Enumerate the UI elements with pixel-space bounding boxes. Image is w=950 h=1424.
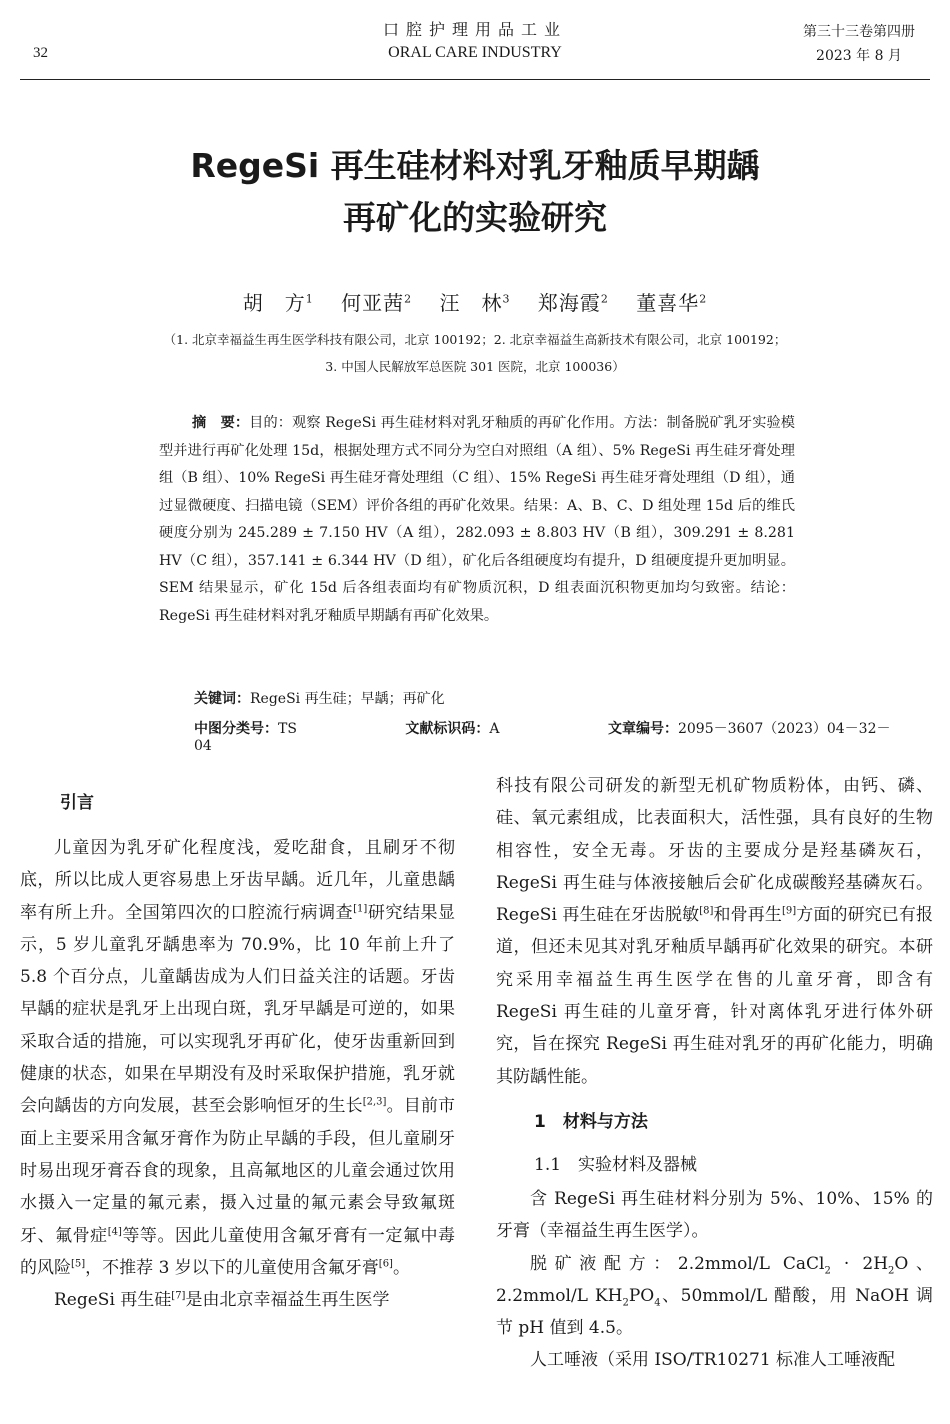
paragraph: 儿童因为乳牙矿化程度浅，爱吃甜食，且刷牙不彻底，所以比成人更容易患上牙齿早龋。近几年，儿童患龋率有所上升。全国第四次的口腔流行病调查[1]研究结果显示，5 岁儿童乳牙龋患率为 70.9%，比 10 年前上升了 5.8 个百分点，儿童龋齿成为人们日益关注的话题。牙齿早龋的症状是乳牙上出现白斑，乳牙早龋是可逆的，如果采取合适的措施，可以实现乳牙再矿化，使牙齿重新回到健康的状态，如果在早期没有及时采取保护措施，乳牙就会向龋齿的方向发展，甚至会影响恒牙的生长[2,3]。目前市面上主要采用含氟牙膏作为防止早龋的手段，但儿童刷牙时易出现牙膏吞食的现象，且高氟地区的儿童会通过饮用水摄入一定量的氟元素，摄入过量的氟元素会导致氟斑牙、氟骨症[4]等等。因此儿童使用含氟牙膏有一定氟中毒的风险[5]，不推荐 3 岁以下的儿童使用含氟牙膏[6]。 — [20, 838, 456, 1278]
affiliation-line-2: 3. 中国人民解放军总医院 301 医院，北京 100036） — [325, 359, 625, 374]
author: 董喜华$^2$ — [636, 291, 708, 315]
citation: [5] — [71, 1258, 86, 1270]
paragraph: 科技有限公司研发的新型无机矿物质粉体，由钙、磷、硅、氧元素组成，比表面积大，活性强，具有良好的生物相容性，安全无毒。牙齿的主要成分是羟基磷灰石，RegeSi 再生硅与体液接触后会矿化成碳酸羟基磷灰石。RegeSi 再生硅在牙齿脱敏[8]和骨再生[9]方面的研究已有报道，但还未见其对乳牙釉质早龋再矿化效果的研究。本研究采用幸福益生再生医学在售的儿童牙膏，即含有 RegeSi 再生硅的儿童牙膏，针对离体乳牙进行体外研究，旨在探究 RegeSi 再生硅对乳牙的再矿化能力，明确其防龋性能。 — [496, 776, 934, 1087]
abstract-text: 目的：观察 RegeSi 再生硅材料对乳牙釉质的再矿化作用。方法：制备脱矿乳牙实验模型并进行再矿化处理 15d，根据处理方式不同分为空白对照组（A 组）、5% RegeSi 再生硅牙膏处理组（B 组）、10% RegeSi 再生硅牙膏处理组（C 组）、15% RegeSi 再生硅牙膏处理组（D 组），通过显微硬度、扫描电镜（SEM）评价各组的再矿化效果。结果：A、B、C、D 组处理 15d 后的维氏硬度分别为 245.289 ± 7.150 HV（A 组），282.093 ± 8.803 HV（B 组），309.291 ± 8.281 HV（C 组），357.141 ± 6.344 HV（D 组），矿化后各组硬度均有提升，D 组硬度提升更加明显。SEM 结果显示，矿化 15d 后各组表面均有矿物质沉积，D 组表面沉积物更加均匀致密。结论：RegeSi 再生硅材料对乳牙釉质早期龋有再矿化效果。 — [159, 415, 795, 624]
page-number: 32 — [33, 45, 48, 61]
paragraph: 含 RegeSi 再生硅材料分别为 5%、10%、15% 的牙膏（幸福益生再生医学）。 — [496, 1188, 933, 1242]
article-number: 文章编号：2095－3607（2023）04－32－04 — [194, 721, 891, 754]
right-column — [496, 770, 933, 1377]
citation: [1] — [353, 902, 368, 914]
keywords-text: RegeSi 再生硅；早龋；再矿化 — [250, 691, 445, 707]
citation: [8] — [699, 905, 714, 917]
affiliations — [0, 326, 950, 380]
paragraph: RegeSi 再生硅[7]是由北京幸福益生再生医学 — [54, 1290, 390, 1311]
clc-code: 中图分类号：TS — [194, 721, 297, 737]
journal-name-cn: 口腔护理用品工业 — [382, 20, 567, 39]
title-line-2: 再矿化的实验研究 — [343, 198, 607, 237]
citation: [6] — [378, 1258, 393, 1270]
author-list — [0, 287, 950, 316]
journal-name-en: ORAL CARE INDUSTRY — [388, 44, 562, 61]
author: 郑海霞$^2$ — [537, 291, 609, 315]
classification-line — [194, 718, 950, 754]
title-line-1: RegeSi 再生硅材料对乳牙釉质早期龋 — [190, 146, 760, 185]
citation: [4] — [107, 1225, 122, 1237]
author: 汪 林$^3$ — [439, 291, 511, 315]
subsection-heading: 1.1 实验材料及器械 — [534, 1154, 698, 1175]
abstract — [159, 410, 795, 630]
volume-issue: 第三十三卷第四册 — [803, 24, 915, 40]
article-title — [0, 140, 950, 244]
paragraph: 人工唾液（采用 ISO/TR10271 标准人工唾液配 — [530, 1350, 896, 1371]
keywords — [194, 688, 445, 708]
section-heading-methods: 1 材料与方法 — [534, 1111, 648, 1132]
paragraph: 脱矿液配方：2.2mmol/L CaCl$_2$ · $2H_2O$、2.2mmol/L $KH_2PO_4$、50mmol/L 醋酸，用 NaOH 调节 pH 值到 4.5。 — [496, 1253, 933, 1339]
running-header — [0, 0, 950, 80]
author: 何亚茜$^2$ — [341, 291, 413, 315]
citation: [9] — [781, 905, 797, 917]
citation: [2,3] — [362, 1096, 387, 1108]
document-code: 文献标识码：A — [405, 721, 500, 737]
header-rule — [20, 79, 930, 80]
left-column — [20, 832, 455, 1316]
keywords-label: 关键词： — [194, 691, 250, 707]
abstract-label: 摘 要： — [192, 415, 250, 431]
affiliation-line-1: （1. 北京幸福益生再生医学科技有限公司，北京 100192；2. 北京幸福益生高新技术有限公司，北京 100192； — [163, 332, 787, 347]
section-heading-intro: 引言 — [60, 793, 94, 813]
issue-date: 2023 年 8 月 — [816, 48, 902, 64]
author: 胡 方$^1$ — [242, 291, 314, 315]
journal-name — [300, 20, 650, 66]
volume-info — [803, 20, 915, 68]
citation: [7] — [171, 1290, 186, 1302]
